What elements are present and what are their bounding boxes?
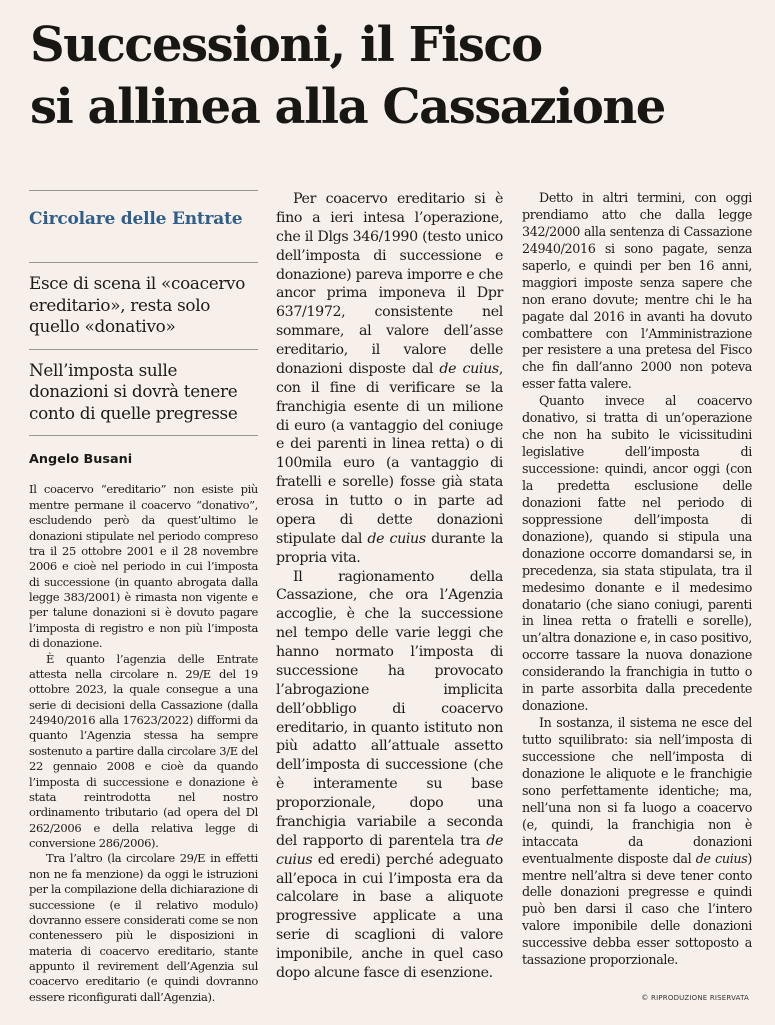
section-kicker: Circolare delle Entrate: [29, 209, 243, 229]
author-byline: Angelo Busani: [29, 452, 133, 467]
headline-line-1: Successioni, il Fisco: [30, 17, 542, 73]
paragraph-1: Il coacervo “ereditario” non esiste più mentre permane il coacervo “donativo”, escludendo però da quest’ultimo le donazioni stipulate nel periodo compreso tra il 25 ottobre 2001 e il 28 novembre 2006 e cioè nel periodo in cui l’imposta di successione (in quanto abrogata dalla legge 383/2001) è rimasta non vigente e per talune donazioni si è dovuto pagare l’imposta di registro e non più l’imposta di donazione.: [29, 482, 258, 651]
copyright-notice: © RIPRODUZIONE RISERVATA: [641, 994, 749, 1002]
paragraph-2: È quanto l’agenzia delle Entrate attesta nella circolare n. 29/E del 19 ottobre 2023, la quale consegue a una serie di decisioni della Cassazione (dalla 24940/2016 alla 17623/2022) difformi da quanto l’Agenzia stessa ha sempre sostenuto a partire dalla circolare 3/E del 22 gennaio 2008 e cioè da quando l’imposta di successione e donazione è stata reintrodotta nel nostro ordinamento tributario (ad opera del Dl 262/2006 e della relativa legge di conversione 286/2006).: [29, 651, 258, 851]
divider: [29, 190, 258, 191]
headline-line-2: si allinea alla Cassazione: [30, 79, 665, 135]
subtitle-2: Nell’imposta sulle donazioni si dovrà tenere conto di quelle pregresse: [29, 359, 238, 423]
column-2: [276, 190, 503, 983]
column-3: [522, 190, 752, 969]
paragraph-7: Quanto invece al coacervo donativo, si tratta di un’operazione che non ha subito le vicissitudini legislative dell’imposta di successione: quindi, ancor oggi (con la predetta esclusione delle donazioni fatte nel periodo di soppressione dell’imposta di donazione), quando si stipula una donazione occorre domandarsi se, in precedenza, sia stata stipulata, tra il medesimo donante e il medesimo donatario (che siano coniugi, parenti in linea retta o fratelli e sorelle), un’altra donazione e, in caso positivo, occorre tassare la nuova donazione considerando la franchigia in tutto o in parte assorbita dalla precedente donazione.: [522, 393, 752, 714]
subtitle-1: Esce di scena il «coacervo ereditario», resta solo quello «donativo»: [29, 273, 246, 336]
paragraph-8: In sostanza, il sistema ne esce del tutto squilibrato: sia nell’imposta di successione che nell’imposta di donazione le aliquote e le franchigie sono perfettamente identiche; ma, nell’una non si fa luogo a coacervo (e, quindi, la franchigia non è intaccata da donazioni eventualmente disposte dal de cuius) mentre nell’altra si deve tener conto delle donazioni pregresse e quindi può ben darsi il caso che l’intero valore imponibile delle donazioni successive debba esser sottoposto a tassazione proporzionale.: [522, 715, 752, 968]
column-1: [29, 190, 258, 1005]
paragraph-6: Detto in altri termini, con oggi prendiamo atto che dalla legge 342/2000 alla sentenza di Cassazione 24940/2016 si sono pagate, senza saperlo, e quindi per ben 16 anni, maggiori imposte senza sapere che non erano dovute; mentre chi le ha pagate dal 2016 in avanti ha dovuto combattere con l’Amministrazione per resistere a una pretesa del Fisco che fin dall’anno 2000 non poteva esser fatta valere.: [522, 190, 752, 392]
headline: [30, 14, 750, 138]
paragraph-5: Il ragionamento della Cassazione, che ora l’Agenzia accoglie, è che la successione nel tempo delle varie leggi che hanno normato l’imposta di successione ha provocato l’abrogazione implicita dell’obbligo di coacervo ereditario, in quanto istituto non più adatto all’attuale assetto dell’imposta di successione (che è interamente su base proporzionale, dopo una franchigia variabile a seconda del rapporto di parentela tra de cuius ed eredi) perché adeguato all’epoca in cui l’imposta era da calcolare in base a aliquote progressive applicate a una serie di scaglioni di valore imponibile, anche in quel caso dopo alcune fasce di esenzione.: [276, 568, 503, 981]
divider: [29, 435, 258, 436]
paragraph-4: Per coacervo ereditario si è fino a ieri intesa l’operazione, che il Dlgs 346/1990 (testo unico dell’imposta di successione e donazione) pareva imporre e che ancor prima imponeva il Dpr 637/1972, consistente nel sommare, al valore dell’asse ereditario, il valore delle donazioni disposte dal de cuius, con il fine di verificare se la franchigia esente di un milione di euro (a vantaggio del coniuge e dei parenti in linea retta) o di 100mila euro (a vantaggio di fratelli e sorelle) fosse già stata erosa in tutto o in parte ad opera di dette donazioni stipulate dal de cuius durante la propria vita.: [276, 191, 503, 566]
paragraph-3: Tra l’altro (la circolare 29/E in effetti non ne fa menzione) da oggi le istruzioni per la compilazione della dichiarazione di successione (e il relativo modulo) dovranno essere considerati come se non contenessero più le disposizioni in materia di coacervo ereditario, stante appunto il revirement dell’Agenzia sul coacervo ereditario (e quindi dovranno essere riconfigurati dall’Agenzia).: [29, 851, 258, 1004]
